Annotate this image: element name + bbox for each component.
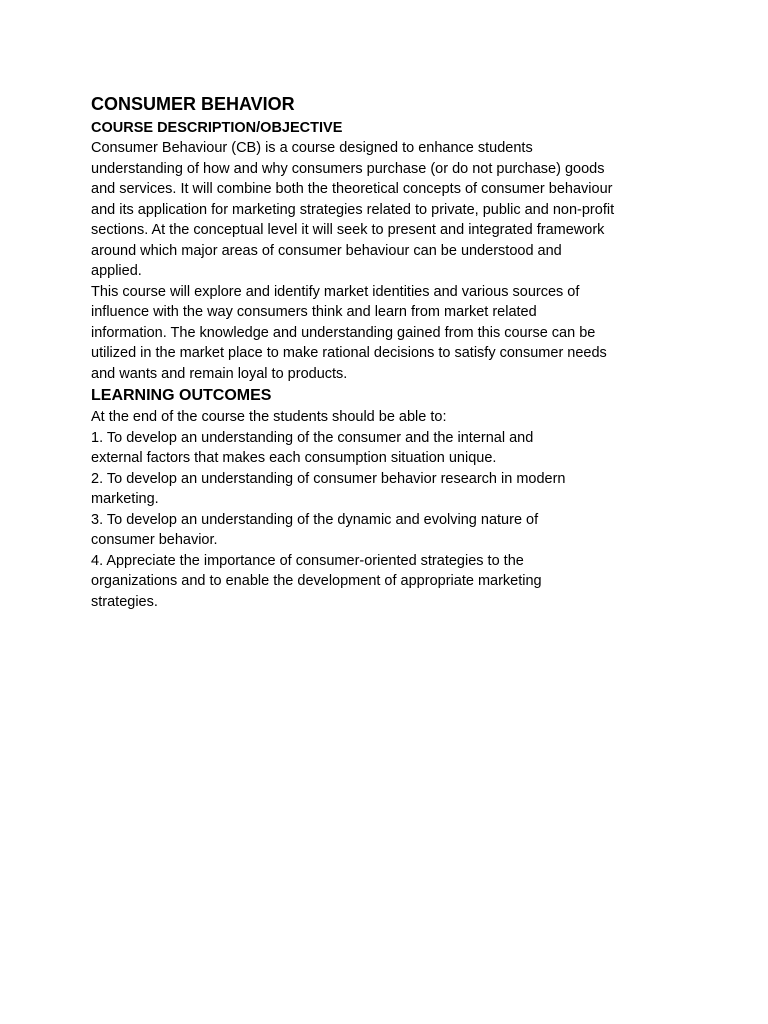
course-description-heading: COURSE DESCRIPTION/OBJECTIVE bbox=[91, 120, 343, 136]
text-line: consumer behavior. bbox=[91, 532, 218, 548]
list-item bbox=[91, 469, 651, 510]
document-title: CONSUMER BEHAVIOR bbox=[91, 94, 295, 114]
text-line: 2. To develop an understanding of consumer behavior research in modern bbox=[91, 470, 566, 487]
text-line: 1. To develop an understanding of the consumer and the internal and bbox=[91, 429, 534, 446]
text-line: information. The knowledge and understanding gained from this course can be bbox=[91, 324, 596, 341]
text-line: 3. To develop an understanding of the dynamic and evolving nature of bbox=[91, 511, 539, 528]
text-line: around which major areas of consumer behaviour can be understood and bbox=[91, 242, 562, 259]
text-line: marketing. bbox=[91, 491, 159, 507]
text-line: understanding of how and why consumers purchase (or do not purchase) goods bbox=[91, 160, 605, 177]
course-description-paragraph-2 bbox=[91, 282, 651, 385]
text-line: organizations and to enable the development of appropriate marketing bbox=[91, 573, 542, 589]
text-line: and services. It will combine both the theoretical concepts of consumer behaviour bbox=[91, 181, 613, 197]
list-item bbox=[91, 428, 651, 469]
text-line: utilized in the market place to make rational decisions to satisfy consumer needs bbox=[91, 345, 607, 361]
text-line: Consumer Behaviour (CB) is a course designed to enhance students bbox=[91, 140, 533, 156]
text-line: influence with the way consumers think and learn from market related bbox=[91, 304, 537, 320]
text-line: This course will explore and identify market identities and various sources of bbox=[91, 283, 580, 300]
document-page bbox=[91, 92, 651, 612]
text-line: and wants and remain loyal to products. bbox=[91, 365, 348, 382]
text-line: strategies. bbox=[91, 593, 158, 610]
text-line: external factors that makes each consumption situation unique. bbox=[91, 450, 497, 466]
learning-outcomes-heading: LEARNING OUTCOMES bbox=[91, 387, 272, 404]
text-line: applied. bbox=[91, 263, 142, 279]
list-item bbox=[91, 551, 651, 613]
course-description-paragraph-1 bbox=[91, 138, 651, 282]
text-line: sections. At the conceptual level it will seek to present and integrated framework bbox=[91, 222, 605, 238]
text-line: and its application for marketing strategies related to private, public and non-profit bbox=[91, 201, 615, 218]
list-item bbox=[91, 510, 651, 551]
learning-outcomes-list bbox=[91, 407, 651, 612]
text-line: 4. Appreciate the importance of consumer-oriented strategies to the bbox=[91, 552, 524, 569]
learning-outcomes-intro: At the end of the course the students should be able to: bbox=[91, 409, 447, 425]
